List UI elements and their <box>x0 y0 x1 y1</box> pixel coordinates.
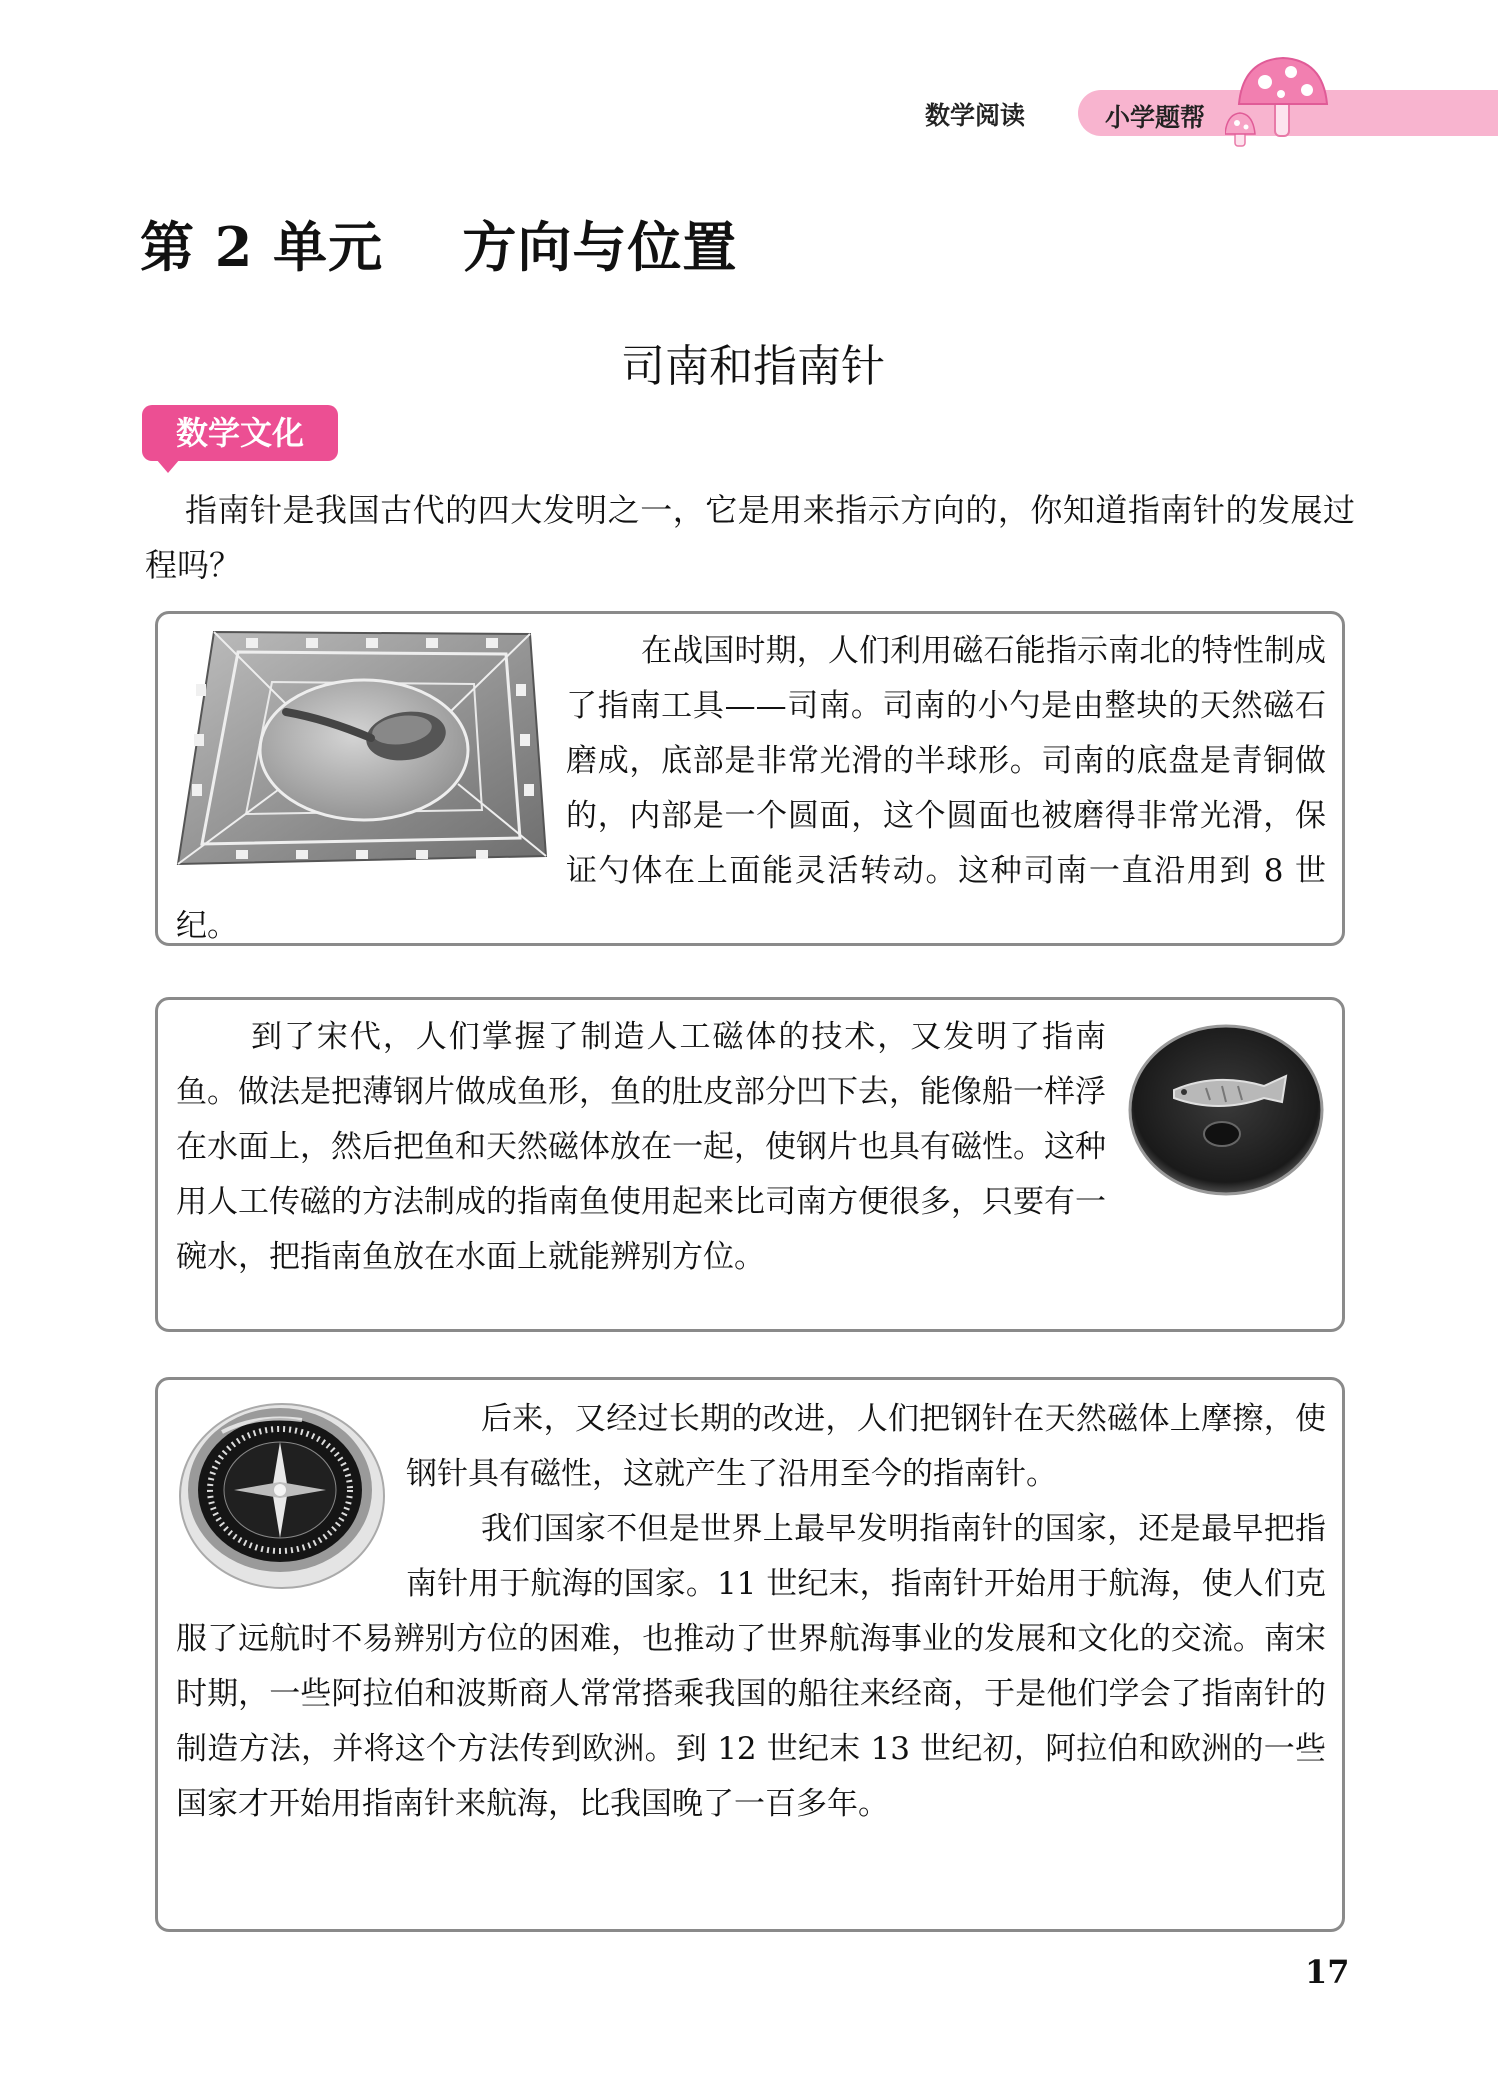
sinan-spoon-image <box>176 624 548 870</box>
sinan-text: 在战国时期，人们利用磁石能指示南北的特性制成了指南工具——司南。司南的小勺是由整块的天然磁石磨成，底部是非常光滑的半球形。司南的底盘是青铜做的，内部是一个圆面，这个圆面也被磨得非常光滑，保证勺体在上面能灵活转动。这种司南一直沿用到 8 世纪。 <box>176 633 1326 944</box>
unit-title: 第 2 单元 方向与位置 <box>140 215 738 279</box>
fish-compass-image <box>1126 1010 1326 1200</box>
lesson-title: 司南和指南针 <box>621 341 885 392</box>
section-tag: 数学文化 <box>142 405 338 461</box>
compass-text-1: 后来，又经过长期的改进，人们把钢针在天然磁体上摩擦，使钢针具有磁性，这就产生了沿用至今的指南针。 <box>406 1401 1326 1492</box>
compass-image <box>176 1392 388 1592</box>
header-brand-label: 小学题帮 <box>1105 103 1206 132</box>
compass-card <box>155 1377 1345 1932</box>
sinan-card <box>155 611 1345 946</box>
fish-compass-text: 到了宋代，人们掌握了制造人工磁体的技术，又发明了指南鱼。做法是把薄钢片做成鱼形，鱼的肚皮部分凹下去，能像船一样浮在水面上，然后把鱼和天然磁体放在一起，使钢片也具有磁性。这种用人工传磁的方法制成的指南鱼使用起来比司南方便很多，只要有一碗水，把指南鱼放在水面上就能辨别方位。 <box>176 1019 1106 1275</box>
intro-paragraph: 指南针是我国古代的四大发明之一，它是用来指示方向的，你知道指南针的发展过程吗？ <box>145 491 1355 584</box>
section-tag-pointer <box>156 459 180 473</box>
compass-text-2: 我们国家不但是世界上最早发明指南针的国家，还是最早把指南针用于航海的国家。11 世纪末，指南针开始用于航海，使人们克服了远航时不易辨别方位的困难，也推动了世界航海事业的发展和文化的交流。南宋时期，一些阿拉伯和波斯商人常常搭乘我国的船往来经商，于是他们学会了指南针的制造方法，并将这个方法传到欧洲。到 12 世纪末 13 世纪初，阿拉伯和欧洲的一些国家才开始用指南针来航海，比我国晚了一百多年。 <box>176 1511 1326 1822</box>
header-section-label: 数学阅读 <box>925 101 1026 130</box>
page-number: 17 <box>1305 1953 1350 1991</box>
mushroom-icon <box>1225 52 1335 147</box>
fish-compass-card <box>155 997 1345 1332</box>
